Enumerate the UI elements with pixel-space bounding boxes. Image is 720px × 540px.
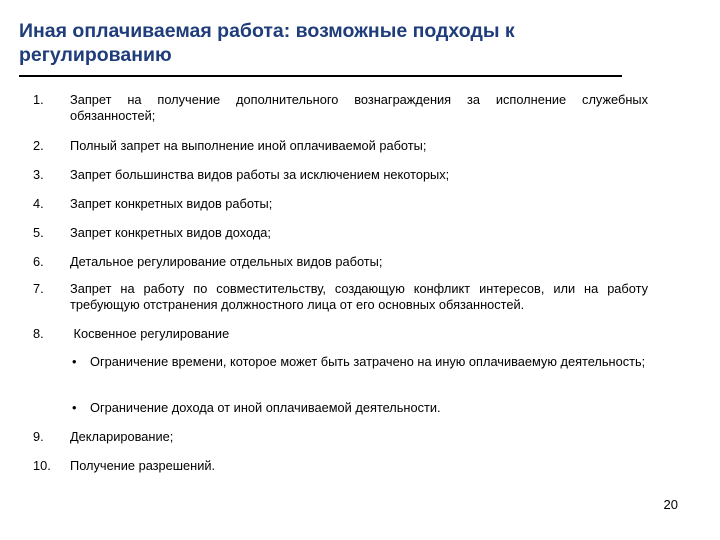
list-item-number: 2. [33,138,44,153]
list-item-number: 6. [33,254,44,269]
sub-list-item-text: Ограничение дохода от иной оплачиваемой деятельности. [90,400,441,415]
list-item-number: 7. [33,281,44,296]
page-number: 20 [663,497,678,512]
list-item-number: 3. [33,167,44,182]
list-item-number: 9. [33,429,44,444]
list-item-text: Полный запрет на выполнение иной оплачиваемой работы; [70,138,427,153]
list-item-text: Косвенное регулирование [70,326,230,341]
sub-list-item-text: Ограничение времени, которое может быть затрачено на иную оплачиваемую деятельность; [90,354,646,369]
list-item-text: Запрет на получение дополнительного вознаграждения за исполнение служебных обязанностей; [70,92,648,123]
list-item-number: 1. [33,92,44,107]
list-item-text: Запрет конкретных видов работы; [70,196,273,211]
list-item-text: Получение разрешений. [70,458,216,473]
list-item-text: Запрет на работу по совместительству, создающую конфликт интересов, или на работу требующую отстранения должностного лица от его основных обязанностей. [70,281,648,312]
list-item-text: Запрет конкретных видов дохода; [70,225,271,240]
list-item-number: 4. [33,196,44,211]
bullet-marker: • [72,400,77,415]
list-item-number: 8. [33,326,44,341]
slide-title: Иная оплачиваемая работа: возможные подходы к регулированию [19,20,515,66]
bullet-marker: • [72,354,77,369]
list-item-text: Детальное регулирование отдельных видов работы; [70,254,383,269]
list-item-text: Запрет большинства видов работы за исключением некоторых; [70,167,450,182]
list-item-number: 10. [33,458,51,473]
list-item-number: 5. [33,225,44,240]
title-divider [19,75,622,77]
list-item-text: Декларирование; [70,429,174,444]
